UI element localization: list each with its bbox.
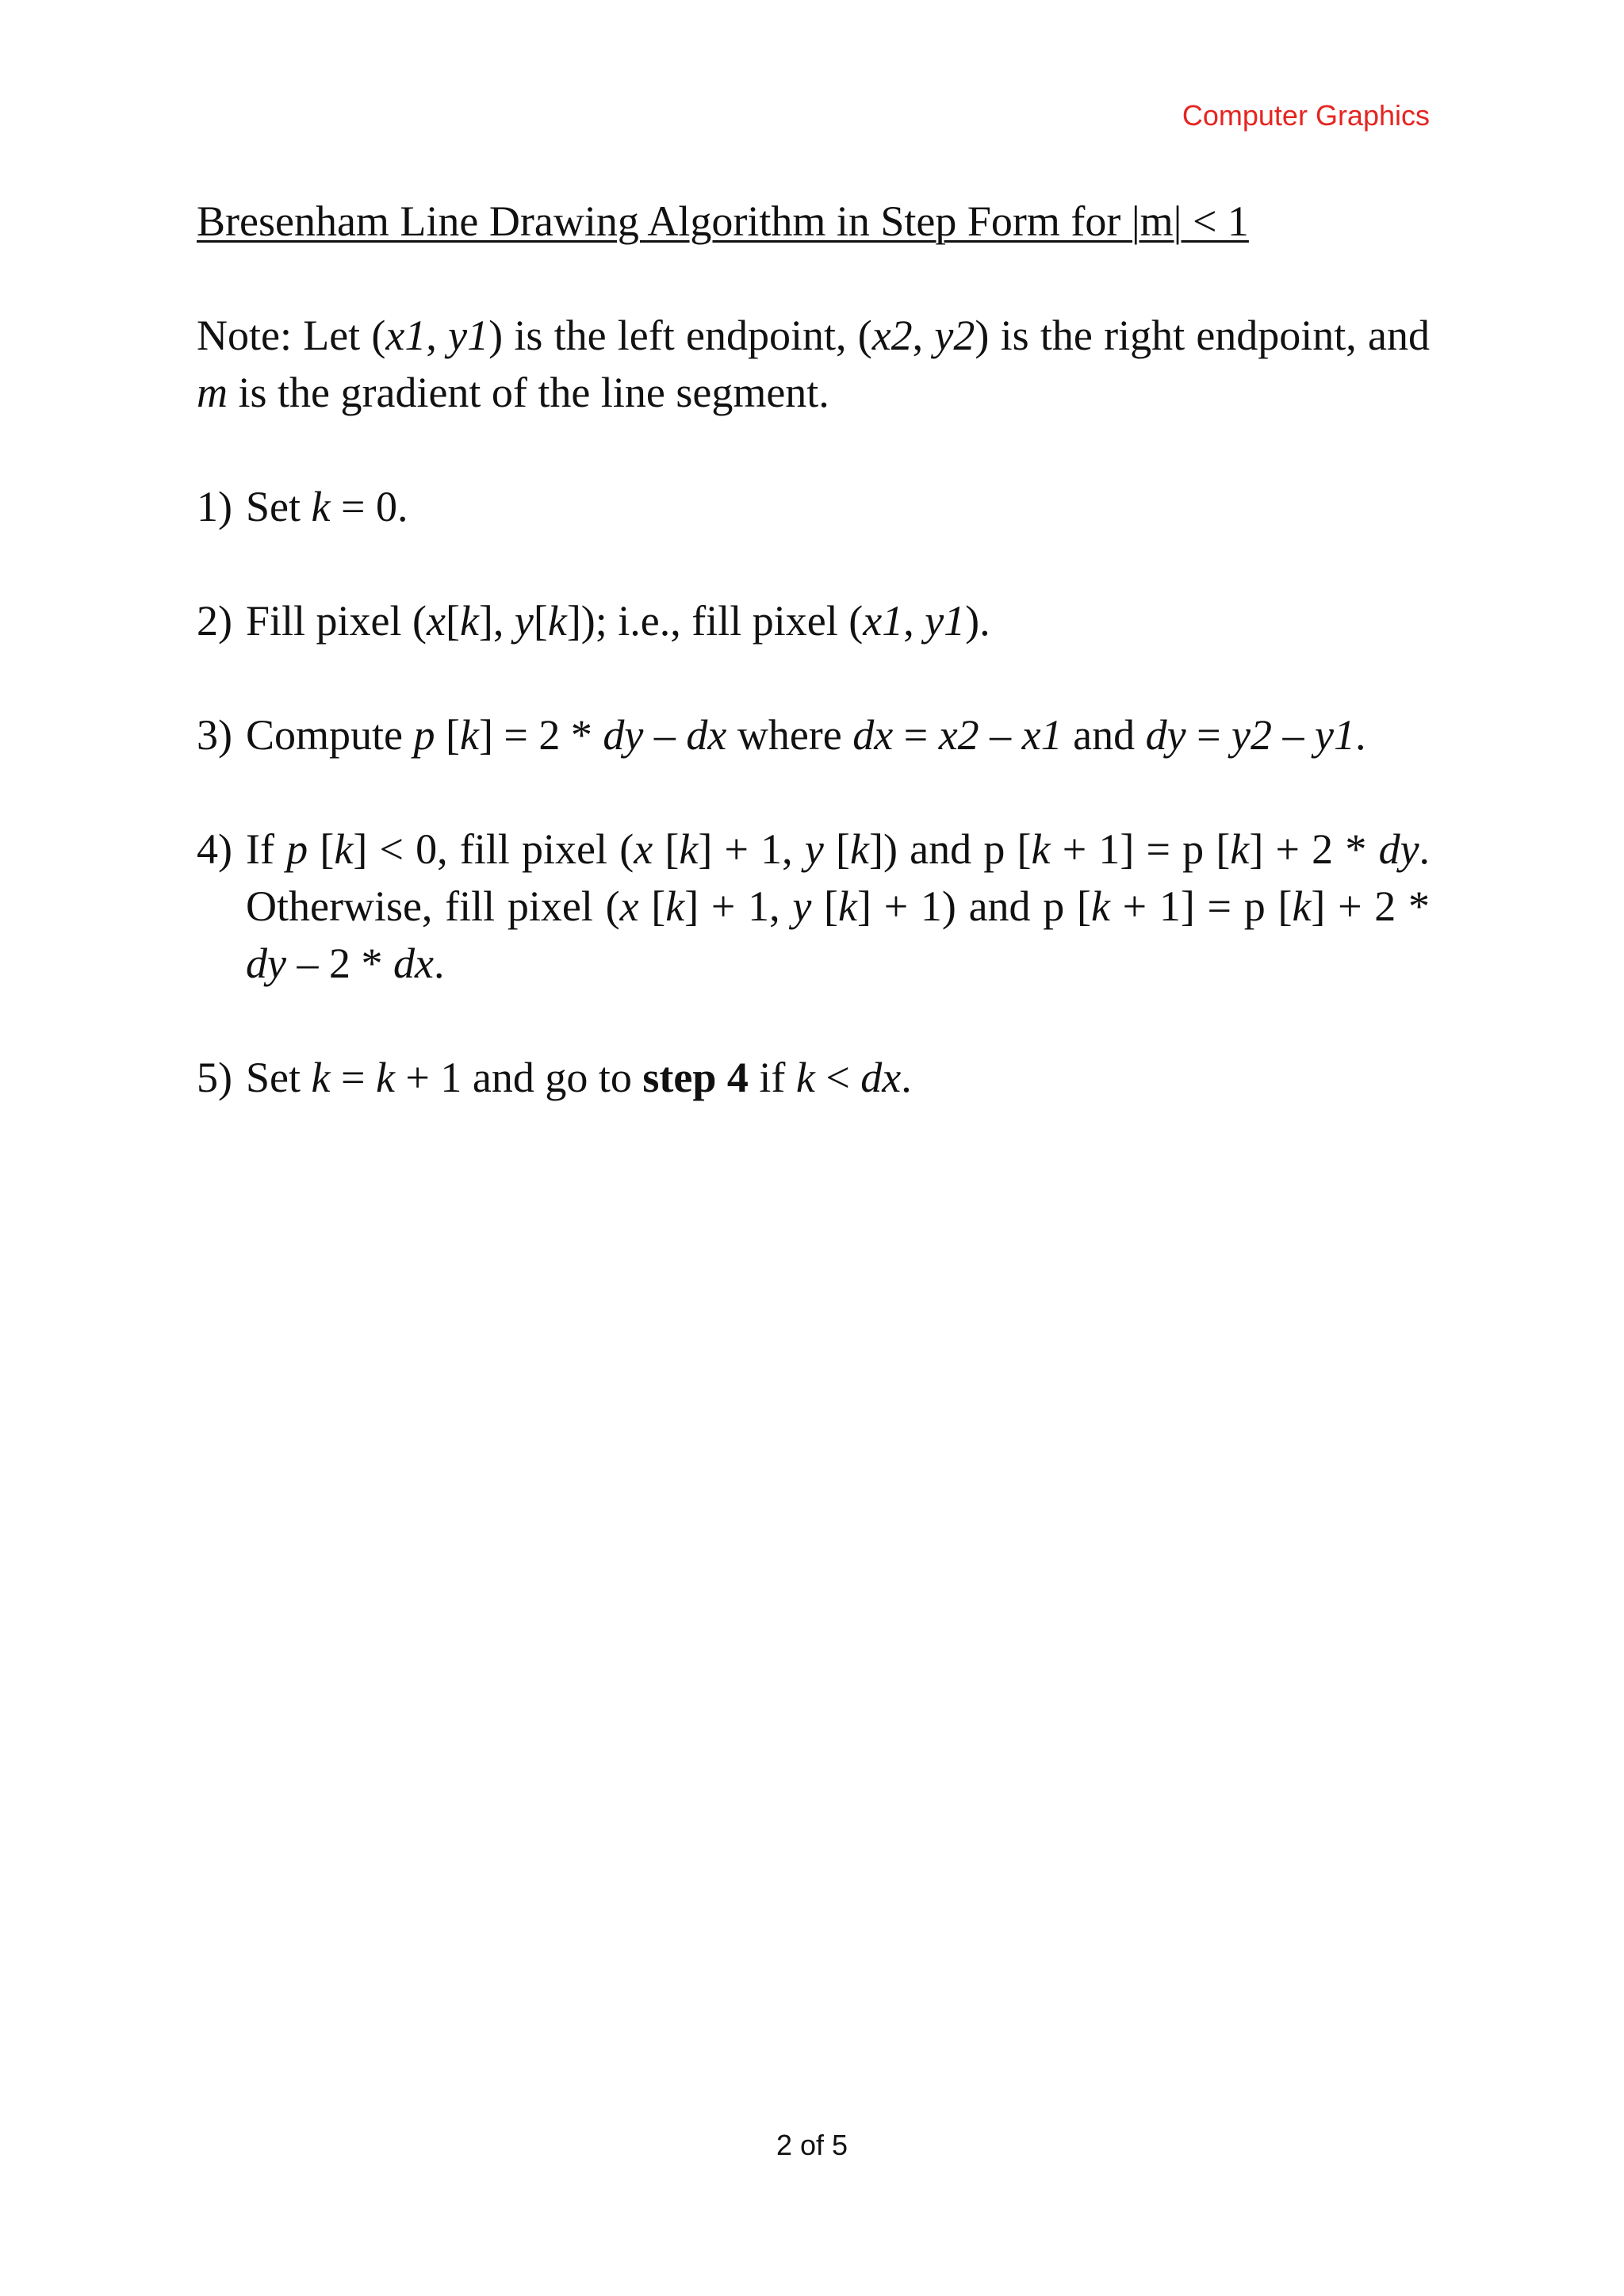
step-number: 4) <box>197 825 232 873</box>
step-3 <box>197 706 1430 763</box>
step-number: 2) <box>197 597 232 645</box>
step-number: 5) <box>197 1054 232 1101</box>
step-5 <box>197 1049 1430 1106</box>
document-body <box>197 193 1430 1106</box>
step-reference: step 4 <box>642 1054 749 1101</box>
step-4 <box>197 821 1430 992</box>
page-number: 2 of 5 <box>776 2129 848 2161</box>
step-2 <box>197 592 1430 649</box>
step-text: Set k = k + 1 and go to step 4 if k < dx. <box>246 1054 912 1101</box>
step-text: If p [k] < 0, fill pixel (x [k] + 1, y [k]) and p [k + 1] = p [k] + 2 * dy. Otherwise, fill pixel (x [k] + 1, y [k] + 1) and p [k + 1] = p [k] + 2 * dy – 2 * dx. <box>246 825 1431 987</box>
step-text: Fill pixel (x[k], y[k]); i.e., fill pixel (x1, y1). <box>246 597 990 645</box>
step-number: 1) <box>197 483 232 530</box>
page-title: Bresenham Line Drawing Algorithm in Step Form for |m| < 1 <box>197 197 1249 245</box>
note-paragraph: Note: Let (x1, y1) is the left endpoint, (x2, y2) is the right endpoint, and m is the gradient of the line segment. <box>197 312 1431 416</box>
step-1 <box>197 478 1430 535</box>
running-header: Computer Graphics <box>1182 99 1430 132</box>
step-text: Set k = 0. <box>246 483 408 530</box>
step-text: Compute p [k] = 2 * dy – dx where dx = x2 – x1 and dy = y2 – y1. <box>246 711 1366 759</box>
step-number: 3) <box>197 711 232 759</box>
